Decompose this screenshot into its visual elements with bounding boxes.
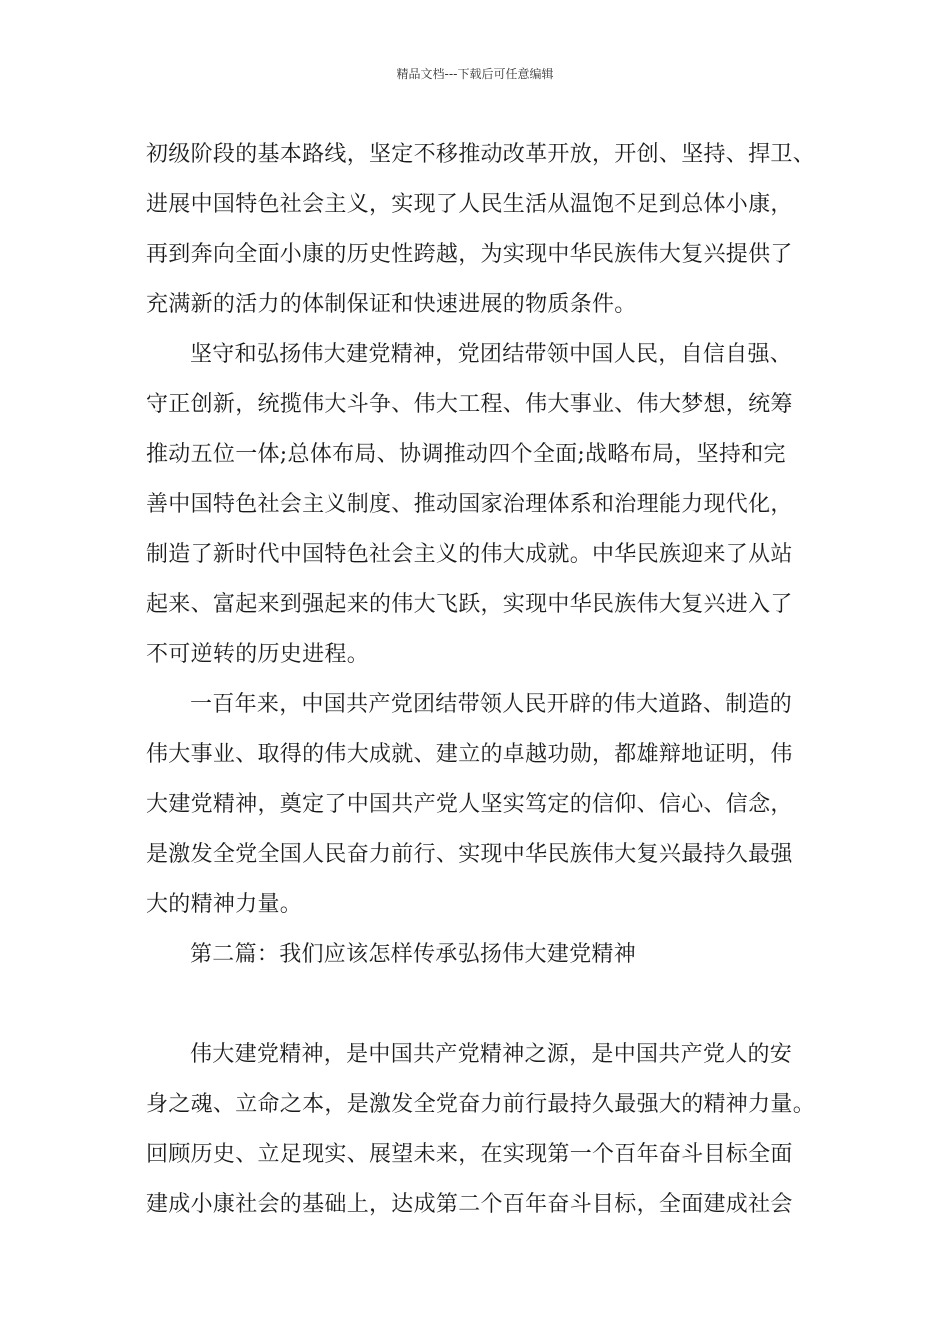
- text-line: 初级阶段的基本路线，坚定不移推动改革开放，开创、坚持、捍卫、: [146, 142, 816, 167]
- text-line: 伟大事业、取得的伟大成就、建立的卓越功勋，都雄辩地证明，伟: [146, 742, 793, 767]
- section-heading: [146, 930, 816, 980]
- text-line: 建成小康社会的基础上，达成第二个百年奋斗目标，全面建成社会: [146, 1192, 793, 1217]
- text-line: 身之魂、立命之本，是激发全党奋力前行最持久最强大的精神力量。: [146, 1092, 816, 1117]
- text-line: 不可逆转的历史进程。: [146, 642, 370, 667]
- text-line: 是激发全党全国人民奋力前行、实现中华民族伟大复兴最持久最强: [146, 842, 793, 867]
- page-header: 精品文档---下载后可任意编辑: [396, 67, 554, 81]
- text-line: 推动五位一体;总体布局、协调推动四个全面;战略布局，坚持和完: [146, 442, 786, 467]
- paragraph-2: [146, 330, 816, 680]
- text-line: 守正创新，统揽伟大斗争、伟大工程、伟大事业、伟大梦想，统筹: [146, 392, 793, 417]
- text-line: 坚守和弘扬伟大建党精神，党团结带领中国人民，自信自强、: [190, 342, 793, 367]
- text-line: 大的精神力量。: [146, 892, 303, 917]
- text-line: 进展中国特色社会主义，实现了人民生活从温饱不足到总体小康，: [146, 192, 793, 217]
- blank-line: [146, 980, 816, 1030]
- text-line: 起来、富起来到强起来的伟大飞跃，实现中华民族伟大复兴进入了: [146, 592, 793, 617]
- text-line: 一百年来，中国共产党团结带领人民开辟的伟大道路、制造的: [190, 692, 793, 717]
- text-line: 大建党精神，奠定了中国共产党人坚实笃定的信仰、信心、信念，: [146, 792, 793, 817]
- paragraph-4: [146, 1030, 816, 1230]
- document-body: [146, 130, 816, 1230]
- paragraph-3: [146, 680, 816, 930]
- text-line: 再到奔向全面小康的历史性跨越，为实现中华民族伟大复兴提供了: [146, 242, 793, 267]
- text-line: 制造了新时代中国特色社会主义的伟大成就。中华民族迎来了从站: [146, 542, 793, 567]
- text-line: 回顾历史、立足现实、展望未来，在实现第一个百年奋斗目标全面: [146, 1142, 793, 1167]
- section-title: 第二篇：我们应该怎样传承弘扬伟大建党精神: [190, 942, 637, 967]
- text-line: 善中国特色社会主义制度、推动国家治理体系和治理能力现代化，: [146, 492, 793, 517]
- text-line: 充满新的活力的体制保证和快速进展的物质条件。: [146, 292, 637, 317]
- paragraph-1: [146, 130, 816, 330]
- text-line: 伟大建党精神，是中国共产党精神之源，是中国共产党人的安: [190, 1042, 793, 1067]
